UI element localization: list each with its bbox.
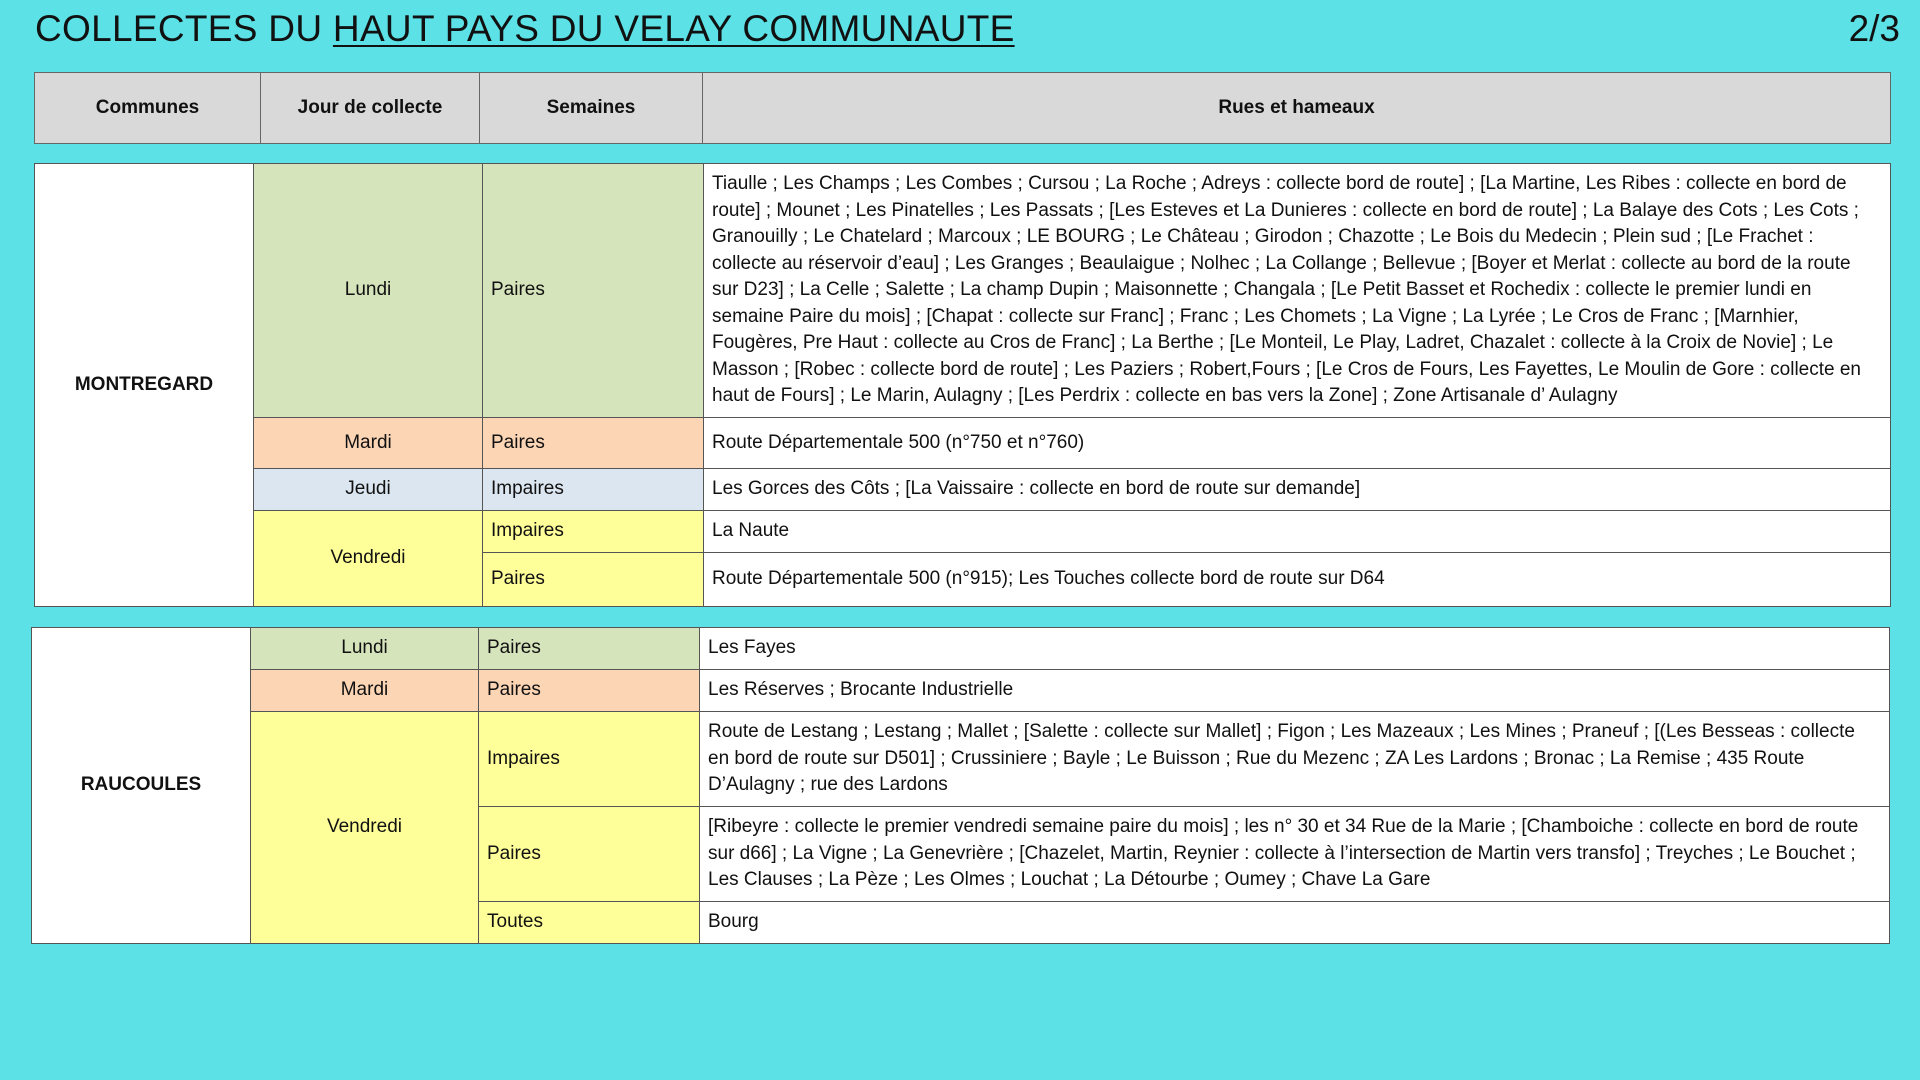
commune-name: MONTREGARD — [35, 164, 254, 607]
commune-name: RAUCOULES — [32, 628, 251, 944]
table-row — [35, 418, 1891, 469]
streets-cell: Tiaulle ; Les Champs ; Les Combes ; Cursou ; La Roche ; Adreys : collecte bord de route] ; [La Martine, Les Ribes : collecte en bord de route] ; Mounet ; Les Pinatelles ; Les Passats ; [Les Esteves et La Dunieres : collecte en bord de route] ; La Balaye des Cots ; Les Cots ; Granouilly ; Le Chatelard ; Marcoux ; LE BOURG ; Le Château ; Girodon ; Chazotte ; Le Bois du Medecin ; Plein sud ; [Le Frachet : collecte au réservoir d’eau] ; Les Granges ; Beaulaigue ; Nolhec ; La Collange ; Bellevue ; [Boyer et Merlat : collecte au bord de la route sur D23] ; La Celle ; Salette ; La champ Dupin ; Maisonnette ; Changala ; [Le Petit Basset et Rochedix : collecte le premier lundi en semaine Paire du mois] ; [Chapat : collecte sur Franc] ; Franc ; Les Chomets ; La Vigne ; La Lyrée ; Le Cros de Franc ; [Marnhier, Fougères, Pre Haut : collecte au Cros de Franc] ; La Berthe ; [Le Monteil, Le Play, Ladret, Chazalet : collecte à la Croix de Novie] ; Le Masson ; [Robec : collecte bord de route] ; Les Paziers ; Robert,Fours ; [Le Cros de Fours, Les Fayettes, Le Moulin de Gore : collecte en haut de Fours] ; Le Marin, Aulagny ; [Les Perdrix : collecte en bas vers la Zone] ; Zone Artisanale d’ Aulagny — [704, 164, 1891, 418]
table-row — [32, 712, 1890, 807]
week-cell: Impaires — [479, 712, 700, 807]
week-cell: Toutes — [479, 902, 700, 944]
table-row — [32, 628, 1890, 670]
table-row — [35, 469, 1891, 511]
streets-cell: Route Départementale 500 (n°750 et n°760) — [704, 418, 1891, 469]
streets-cell: Route Départementale 500 (n°915); Les Touches collecte bord de route sur D64 — [704, 553, 1891, 607]
week-cell: Paires — [483, 418, 704, 469]
streets-cell: Les Réserves ; Brocante Industrielle — [700, 670, 1890, 712]
streets-cell: Route de Lestang ; Lestang ; Mallet ; [Salette : collecte sur Mallet] ; Figon ; Les Mazeaux ; Les Mines ; Praneuf ; [(Les Besseas : collecte en bord de route sur D501] ; Crussiniere ; Bayle ; Le Buisson ; Rue du Mezenc ; ZA Les Lardons ; Bronac ; La Remise ; 435 Route D’Aulagny ; rue des Lardons — [700, 712, 1890, 807]
streets-cell: Les Fayes — [700, 628, 1890, 670]
week-cell: Paires — [479, 670, 700, 712]
table-row — [35, 164, 1891, 418]
header-row — [35, 73, 1891, 144]
page-number: 2/3 — [1848, 8, 1900, 49]
page-title — [35, 8, 1015, 50]
column-header-table — [34, 72, 1891, 144]
day-cell: Mardi — [254, 418, 483, 469]
table-row — [32, 670, 1890, 712]
commune-table-montregard — [34, 163, 1891, 607]
day-cell: Jeudi — [254, 469, 483, 511]
table-row — [35, 511, 1891, 553]
day-cell: Lundi — [251, 628, 479, 670]
title-prefix: COLLECTES DU — [35, 8, 333, 49]
header-rues-et-hameaux: Rues et hameaux — [703, 73, 1891, 144]
header-communes: Communes — [35, 73, 261, 144]
streets-cell: Bourg — [700, 902, 1890, 944]
streets-cell: La Naute — [704, 511, 1891, 553]
streets-cell: [Ribeyre : collecte le premier vendredi semaine paire du mois] ; les n° 30 et 34 Rue de la Marie ; [Chamboiche : collecte en bord de route sur d66] ; La Vigne ; La Genevrière ; [Chazelet, Martin, Reynier : collecte à l’intersection de Martin vers transfo] ; Treyches ; Le Bouchet ; Les Clauses ; La Pèze ; Les Olmes ; Louchat ; La Détourbe ; Oumey ; Chave La Gare — [700, 807, 1890, 902]
header-semaines: Semaines — [480, 73, 703, 144]
week-cell: Paires — [479, 807, 700, 902]
week-cell: Impaires — [483, 511, 704, 553]
header-jour-de-collecte: Jour de collecte — [261, 73, 480, 144]
week-cell: Paires — [479, 628, 700, 670]
day-cell: Vendredi — [251, 712, 479, 944]
day-cell: Mardi — [251, 670, 479, 712]
week-cell: Impaires — [483, 469, 704, 511]
commune-table-raucoules — [31, 627, 1890, 944]
week-cell: Paires — [483, 553, 704, 607]
day-cell: Vendredi — [254, 511, 483, 607]
week-cell: Paires — [483, 164, 704, 418]
title-underlined: HAUT PAYS DU VELAY COMMUNAUTE — [332, 8, 1015, 49]
day-cell: Lundi — [254, 164, 483, 418]
streets-cell: Les Gorces des Côts ; [La Vaissaire : collecte en bord de route sur demande] — [704, 469, 1891, 511]
